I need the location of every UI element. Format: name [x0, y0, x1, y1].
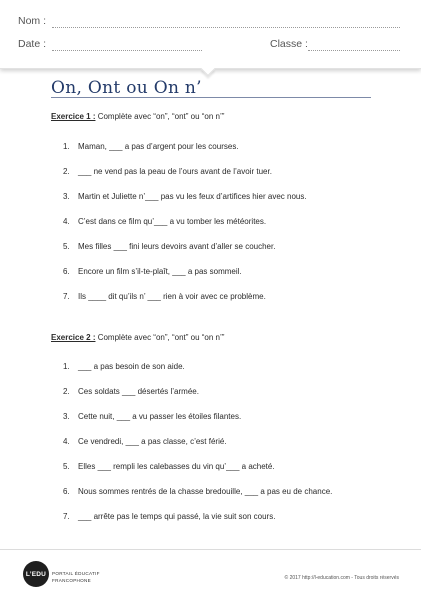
exercice-2-list: [51, 362, 332, 537]
exercice-2-heading: [51, 333, 224, 342]
exercice-2-item-text: Elles ___ rempli les calebasses du vin qu’___ a acheté.: [78, 462, 275, 471]
exercice-1-list: [51, 142, 307, 317]
exercice-1-item-text: ___ ne vend pas la peau de l’ours avant de l’avoir tuer.: [78, 167, 272, 176]
list-item: 5. Elles ___ rempli les calebasses du vin qu’___ a acheté.: [63, 462, 275, 471]
exercice-2-item-text: ___ arrête pas le temps qui passé, la vie suit son cours.: [78, 512, 276, 521]
date-field[interactable]: [52, 50, 202, 51]
exercice-2-item-text: Ces soldats ___ désertés l’armée.: [78, 387, 199, 396]
ledu-logo: L’EDU: [23, 561, 49, 587]
exercice-1-heading: [51, 112, 224, 121]
exercice-1-label: Exercice 1 :: [51, 112, 96, 121]
list-item: 6. Nous sommes rentrés de la chasse bredouille, ___ a pas eu de chance.: [63, 487, 333, 496]
exercice-1-item-text: Ils ____ dit qu’ils n’ ___ rien à voir avec ce problème.: [78, 292, 266, 301]
list-item: 3. Cette nuit, ___ a vu passer les étoiles filantes.: [63, 412, 242, 421]
date-label: Date :: [18, 38, 47, 50]
worksheet-title: On, Ont ou On n’: [51, 78, 202, 98]
copyright-notice: © 2017 http://l-education.com - Tous droits réservés: [284, 575, 399, 581]
footer-divider: [0, 549, 421, 550]
portal-line-2: FRANCOPHONE: [52, 578, 92, 583]
student-info-header: [0, 0, 421, 69]
exercice-1-item-text: Mes filles ___ fini leurs devoirs avant d’aller se coucher.: [78, 242, 276, 251]
portal-tagline: [52, 570, 100, 584]
list-item: 1. Maman, ___ a pas d’argent pour les courses.: [63, 142, 239, 151]
exercice-1-item-text: Encore un film s’il-te-plaît, ___ a pas sommeil.: [78, 267, 242, 276]
list-item: 2. Ces soldats ___ désertés l’armée.: [63, 387, 199, 396]
list-item: 7. Ils ____ dit qu’ils n’ ___ rien à voir avec ce problème.: [63, 292, 266, 301]
list-item: 7. ___ arrête pas le temps qui passé, la vie suit son cours.: [63, 512, 276, 521]
exercice-2-instruction: Complète avec “on”, “ont” ou “on n’”: [95, 333, 225, 342]
exercice-2-item-text: ___ a pas besoin de son aide.: [78, 362, 185, 371]
portal-line-1: PORTAIL ÉDUCATIF: [52, 571, 100, 576]
list-item: 6. Encore un film s’il-te-plaît, ___ a pas sommeil.: [63, 267, 242, 276]
exercice-1-item-text: Martin et Juliette n’___ pas vu les feux d’artifices hier avec nous.: [78, 192, 307, 201]
exercice-2-label: Exercice 2 :: [51, 333, 96, 342]
exercice-2-item-text: Ce vendredi, ___ a pas classe, c’est férié.: [78, 437, 227, 446]
classe-label: Classe :: [270, 38, 308, 50]
exercice-1-item-text: Maman, ___ a pas d’argent pour les courses.: [78, 142, 239, 151]
list-item: 4. C’est dans ce film qu’___ a vu tomber les météorites.: [63, 217, 267, 226]
list-item: 3. Martin et Juliette n’___ pas vu les feux d’artifices hier avec nous.: [63, 192, 307, 201]
list-item: 5. Mes filles ___ fini leurs devoirs avant d’aller se coucher.: [63, 242, 276, 251]
exercice-2-item-text: Cette nuit, ___ a vu passer les étoiles filantes.: [78, 412, 242, 421]
list-item: 4. Ce vendredi, ___ a pas classe, c’est férié.: [63, 437, 227, 446]
nom-label: Nom :: [18, 15, 47, 27]
exercice-1-instruction: Complète avec “on”, “ont” ou “on n’”: [95, 112, 225, 121]
exercice-2-item-text: Nous sommes rentrés de la chasse bredouille, ___ a pas eu de chance.: [78, 487, 333, 496]
nom-field[interactable]: [52, 27, 400, 28]
exercice-1-item-text: C’est dans ce film qu’___ a vu tomber les météorites.: [78, 217, 267, 226]
title-underline: [51, 97, 371, 98]
classe-field[interactable]: [308, 50, 400, 51]
list-item: 1. ___ a pas besoin de son aide.: [63, 362, 185, 371]
list-item: 2. ___ ne vend pas la peau de l’ours avant de l’avoir tuer.: [63, 167, 272, 176]
